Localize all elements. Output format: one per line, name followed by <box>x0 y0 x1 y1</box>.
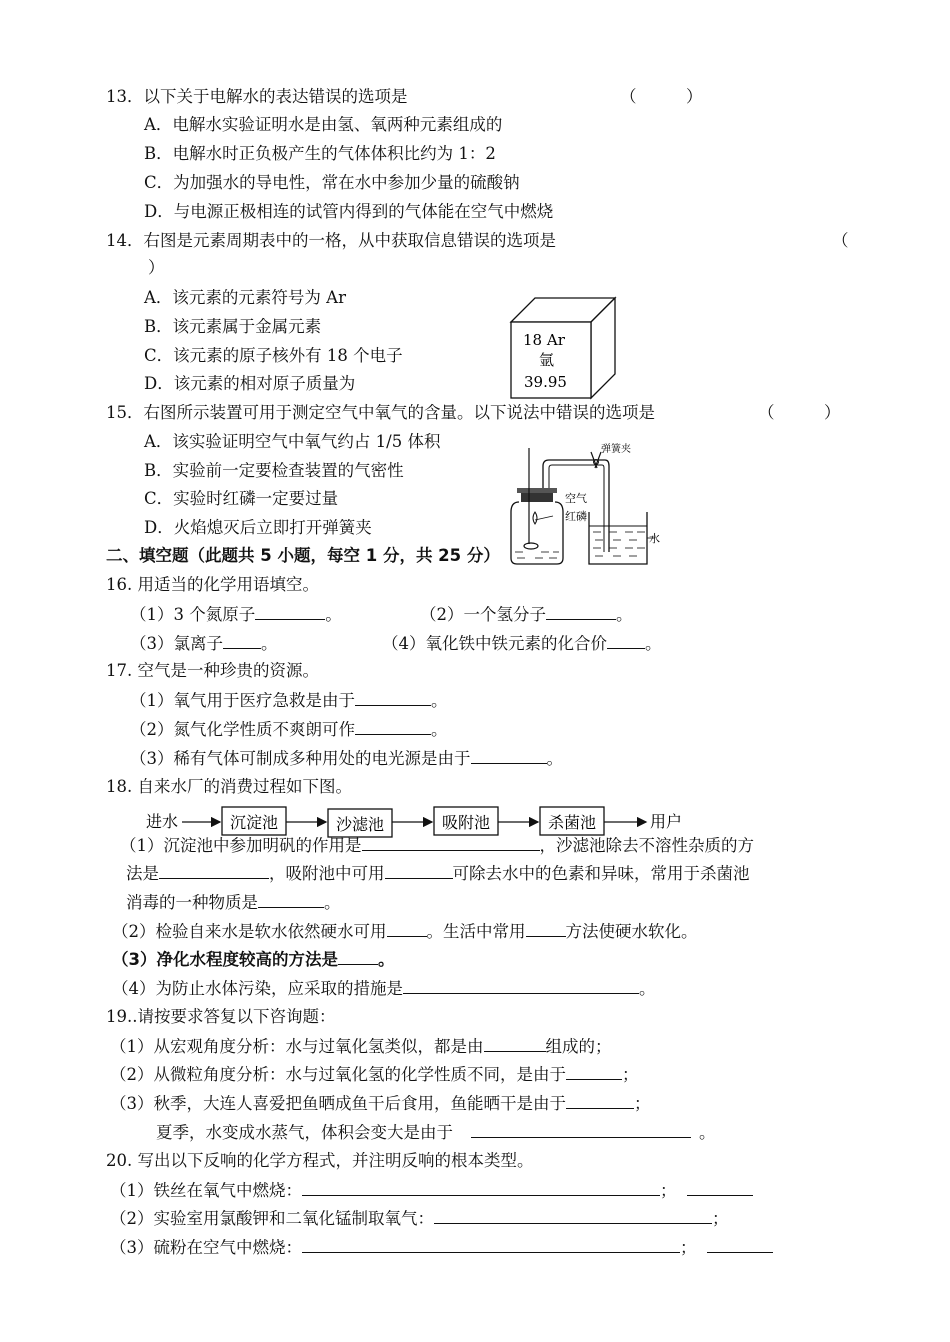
q17-blank-2[interactable] <box>355 718 431 735</box>
element-number-symbol: 18 Ar <box>523 331 565 349</box>
q19-part-3-continued <box>156 1121 716 1144</box>
element-cell-figure <box>505 294 620 402</box>
q17-part-1 <box>130 689 448 712</box>
q20-part-1-semi: ； <box>660 1181 677 1200</box>
q16-part-4-end: 。 <box>645 634 662 653</box>
q20-blank-3-equation[interactable] <box>302 1236 680 1253</box>
element-name: 氩 <box>539 351 555 369</box>
q14-option-d: D．该元素的相对原子质量为 <box>144 374 356 393</box>
q18-part-3-text: （3）净化水程度较高的方法是 <box>112 950 338 969</box>
q14-answer-paren-open[interactable]: （ <box>832 231 849 250</box>
q13-answer-paren[interactable]: （ ） <box>620 87 703 106</box>
q16-part-1-end: 。 <box>325 605 342 624</box>
q17-part-3-end: 。 <box>546 749 563 768</box>
q18-blank-7[interactable] <box>338 948 378 965</box>
q16-part-2 <box>420 603 633 626</box>
q20-part-3-semi: ； <box>680 1238 697 1257</box>
q20-stem: 20. 写出以下反响的化学方程式，并注明反响的根本类型。 <box>106 1151 534 1170</box>
q19-part-1-end: 组成的； <box>545 1037 612 1056</box>
q18-part-1-line-1 <box>120 834 754 857</box>
q18-part-4 <box>112 977 656 1000</box>
q18-part-2-text-b: 。生活中常用 <box>426 922 526 941</box>
q20-part-2 <box>110 1207 729 1230</box>
q14-option-b: B．该元素属于金属元素 <box>144 317 322 336</box>
q16-blank-3[interactable] <box>223 632 261 649</box>
q16-blank-1[interactable] <box>255 603 325 620</box>
element-mass: 39.95 <box>524 373 567 391</box>
q16-blank-2[interactable] <box>546 603 616 620</box>
q18-part-1-line-2 <box>126 862 750 885</box>
flow-step-4: 杀菌池 <box>548 813 597 832</box>
air-label: 空气 <box>565 492 587 505</box>
q17-part-2 <box>130 718 448 741</box>
q17-part-2-text: （2）氮气化学性质不爽朗可作 <box>130 720 355 739</box>
q16-part-1-text: （1）3 个氮原子 <box>130 605 256 624</box>
q18-stem: 18. 自来水厂的消费过程如下图。 <box>106 777 352 796</box>
q19-part-1 <box>110 1035 612 1058</box>
q16-part-3-text: （3）氯离子 <box>130 634 223 653</box>
q19-part-3-text-b: 夏季，水变成水蒸气，体积会变大是由于 <box>156 1123 453 1142</box>
q17-stem: 17. 空气是一种珍贵的资源。 <box>106 661 319 680</box>
q20-part-3 <box>110 1236 773 1259</box>
q16-part-4 <box>382 632 662 655</box>
q18-blank-2[interactable] <box>159 862 269 879</box>
q18-blank-3[interactable] <box>385 862 453 879</box>
q18-part-3 <box>112 948 394 971</box>
q17-blank-3[interactable] <box>471 747 547 764</box>
flow-input-label: 进水 <box>146 812 179 831</box>
q19-blank-1[interactable] <box>484 1035 546 1052</box>
q19-stem: 19..请按要求答复以下咨询题： <box>106 1007 336 1026</box>
q14-option-c: C．该元素的原子核外有 18 个电子 <box>144 346 403 365</box>
q15-option-a: A．该实验证明空气中氧气约占 1/5 体积 <box>144 432 441 451</box>
q17-blank-1[interactable] <box>355 689 431 706</box>
q16-part-4-text: （4）氧化铁中铁元素的化合价 <box>382 634 607 653</box>
q18-blank-4[interactable] <box>258 891 324 908</box>
flow-step-3: 吸附池 <box>442 813 491 832</box>
oxygen-apparatus-figure <box>505 440 665 568</box>
q16-part-1 <box>130 603 342 626</box>
q19-part-3-semi: ； <box>634 1094 651 1113</box>
q13-option-a: A．电解水实验证明水是由氢、氧两种元素组成的 <box>144 115 503 134</box>
flow-output-label: 用户 <box>650 812 683 831</box>
clip-label: 弹簧夹 <box>601 444 631 455</box>
q17-part-1-end: 。 <box>431 691 448 710</box>
q16-blank-4[interactable] <box>607 632 645 649</box>
q20-blank-2-equation[interactable] <box>434 1207 712 1224</box>
q14-option-a: A．该元素的元素符号为 Ar <box>144 288 346 307</box>
q18-part-2 <box>112 920 698 943</box>
q19-part-2-end: ； <box>622 1065 639 1084</box>
q15-option-d: D．火焰熄灭后立即打开弹簧夹 <box>144 518 372 537</box>
q17-part-3 <box>130 747 563 770</box>
q13-option-d: D．与电源正极相连的试管内得到的气体能在空气中燃烧 <box>144 202 554 221</box>
flow-step-1: 沉淀池 <box>230 813 279 832</box>
q20-blank-1-type[interactable] <box>687 1179 753 1196</box>
q19-part-3-end: 。 <box>699 1123 716 1142</box>
q18-blank-6[interactable] <box>526 920 566 937</box>
q15-option-b: B．实验前一定要检查装置的气密性 <box>144 461 404 480</box>
q13-option-c: C．为加强水的导电性，常在水中参加少量的硫酸钠 <box>144 173 520 192</box>
q18-part-1-text-f: 消毒的一种物质是 <box>126 893 258 912</box>
q18-part-2-text-a: （2）检验自来水是软水依然硬水可用 <box>112 922 387 941</box>
q18-blank-1[interactable] <box>362 834 540 851</box>
q20-part-1 <box>110 1179 753 1202</box>
q18-part-1-text-d: ，吸附池中可用 <box>269 864 385 883</box>
phosphorus-label: 红磷 <box>565 510 587 523</box>
q18-blank-5[interactable] <box>387 920 427 937</box>
q19-part-3-text: （3）秋季，大连人喜爱把鱼晒成鱼干后食用，鱼能晒干是由于 <box>110 1094 566 1113</box>
q17-part-1-text: （1）氧气用于医疗急救是由于 <box>130 691 355 710</box>
q18-part-1-text-e: 可除去水中的色素和异味，常用于杀菌池 <box>452 864 750 883</box>
q18-part-1-end: 。 <box>324 893 341 912</box>
q15-answer-paren[interactable]: （ ） <box>758 403 841 422</box>
q16-part-2-end: 。 <box>616 605 633 624</box>
q16-stem: 16. 用适当的化学用语填空。 <box>106 575 319 594</box>
q19-blank-2[interactable] <box>566 1063 622 1080</box>
q20-part-1-text: （1）铁丝在氧气中燃烧： <box>110 1181 302 1200</box>
q17-part-2-end: 。 <box>431 720 448 739</box>
q20-part-3-text: （3）硫粉在空气中燃烧： <box>110 1238 302 1257</box>
q16-part-3 <box>130 632 278 655</box>
q20-blank-1-equation[interactable] <box>302 1179 660 1196</box>
q14-answer-paren-close[interactable]: ） <box>148 258 165 277</box>
q18-part-1-text-a: （1）沉淀池中参加明矾的作用是 <box>120 836 362 855</box>
q16-part-3-end: 。 <box>261 634 278 653</box>
q20-blank-3-type[interactable] <box>707 1236 773 1253</box>
q15-stem: 15．右图所示装置可用于测定空气中氧气的含量。以下说法中错误的选项是 <box>106 403 655 422</box>
q19-part-3 <box>110 1092 651 1115</box>
q18-part-4-text: （4）为防止水体污染，应采取的措施是 <box>112 979 403 998</box>
q18-part-1-text-c: 法是 <box>126 864 159 883</box>
q20-part-2-text: （2）实验室用氯酸钾和二氧化锰制取氧气： <box>110 1209 434 1228</box>
q18-blank-8[interactable] <box>403 977 639 994</box>
q19-part-1-text: （1）从宏观角度分析：水与过氧化氢类似，都是由 <box>110 1037 484 1056</box>
q18-part-1-line-3 <box>126 891 341 914</box>
q13-stem: 13．以下关于电解水的表达错误的选项是 <box>106 87 408 106</box>
q14-stem: 14．右图是元素周期表中的一格，从中获取信息错误的选项是 <box>106 231 556 250</box>
q19-blank-4[interactable] <box>471 1121 691 1138</box>
q19-part-2-text: （2）从微粒角度分析：水与过氧化氢的化学性质不同，是由于 <box>110 1065 566 1084</box>
q19-blank-3[interactable] <box>566 1092 634 1109</box>
q18-part-1-text-b: ，沙滤池除去不溶性杂质的方 <box>539 836 754 855</box>
section-2-title: 二、填空题（此题共 5 小题，每空 1 分，共 25 分） <box>106 546 500 565</box>
q15-option-c: C．实验时红磷一定要过量 <box>144 489 339 508</box>
q18-part-3-end: 。 <box>377 950 395 969</box>
water-label: 水 <box>649 532 660 545</box>
q18-part-4-end: 。 <box>639 979 656 998</box>
q17-part-3-text: （3）稀有气体可制成多种用处的电光源是由于 <box>130 749 471 768</box>
q18-part-2-text-c: 方法使硬水软化。 <box>565 922 698 941</box>
q19-part-2 <box>110 1063 639 1086</box>
q13-option-b: B．电解水时正负极产生的气体体积比约为 1：2 <box>144 144 496 163</box>
q16-part-2-text: （2）一个氢分子 <box>420 605 546 624</box>
flow-step-2: 沙滤池 <box>336 815 385 834</box>
q20-part-2-semi: ； <box>712 1209 729 1228</box>
